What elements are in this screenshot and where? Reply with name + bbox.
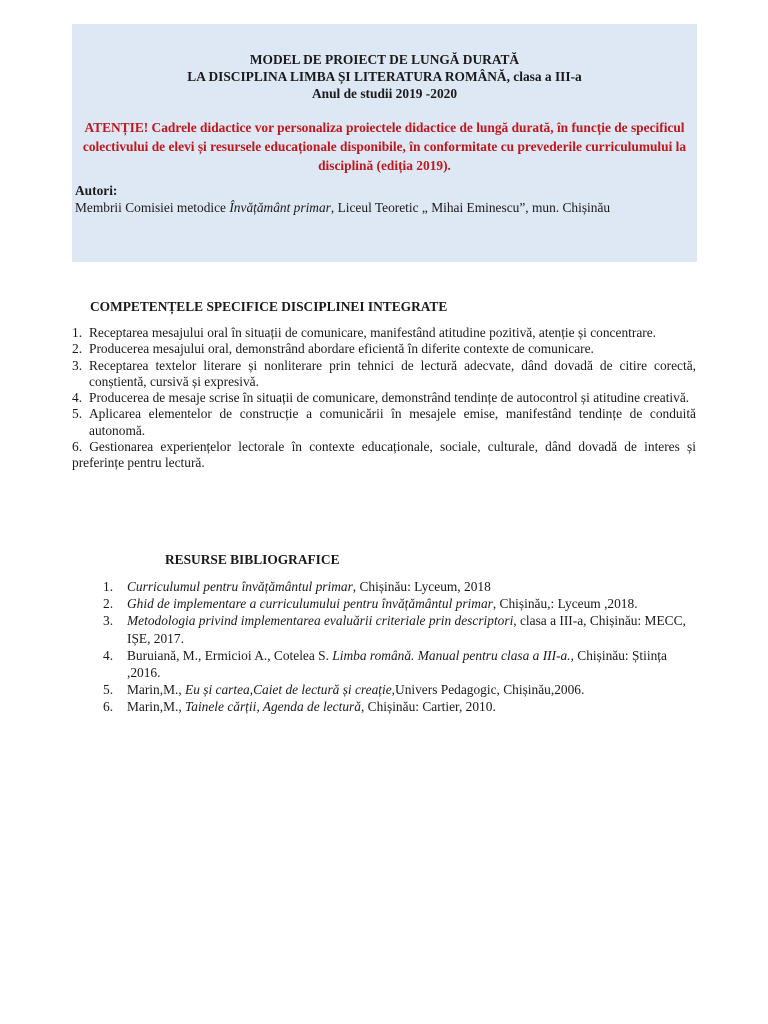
item-text: Receptarea mesajului oral în situații de comunicare, manifestând atitudine pozitivă, atenție și concentrare. — [89, 325, 657, 340]
ref-author: Buruiană, M., Ermicioi A., Cotelea S. — [127, 647, 333, 663]
item-text: Gestionarea experiențelor lectorale în contexte educaționale, sociale, culturale, dând dovadă de interes și preferințe pentru lectură. — [72, 439, 696, 471]
warning-note: ATENȚIE! Cadrele didactice vor personaliza proiectele didactice de lungă durată, în funcție de specificul colectivului de elevi și resursele educaționale disponibile, în conformitate cu prevederile curriculumului la disciplină (ediția 2019). — [82, 120, 687, 173]
item-number: 5. — [72, 406, 83, 422]
item-number: 6. — [72, 439, 83, 455]
ref-title: Ghid de implementare a curriculumului pentru învățământul primar — [127, 596, 493, 612]
list-item — [72, 439, 696, 472]
authors-text — [74, 199, 695, 216]
list-item — [72, 358, 696, 391]
authors-suffix: , Liceul Teoretic „ Mihai Eminescu”, mun. Chișinău — [330, 200, 611, 215]
authors-prefix: Membrii Comisiei metodice — [75, 200, 230, 215]
item-number: 5. — [103, 682, 114, 698]
ref-publisher: ,Univers Pedagogic, Chișinău,2006. — [391, 682, 585, 698]
document-title-line-1: MODEL DE PROIECT DE LUNGĂ DURATĂ — [249, 52, 520, 67]
header-box — [72, 24, 697, 262]
list-item — [103, 647, 696, 681]
bibliography-list — [103, 578, 696, 716]
item-text: Aplicarea elementelor de construcție a comunicării în mesajele emise, manifestând tendințe de conduită autonomă. — [89, 406, 696, 438]
item-number: 3. — [103, 613, 114, 629]
list-item — [72, 341, 696, 357]
ref-publisher: , Chișinău: Știința ,2016. — [127, 647, 667, 681]
list-item — [103, 681, 696, 698]
list-item — [103, 612, 696, 646]
document-title-line-2: LA DISCIPLINA LIMBA ȘI LITERATURA ROMÂNĂ, clasa a III-a — [187, 69, 582, 84]
ref-publisher: , Chișinău,: Lyceum ,2018. — [492, 596, 638, 612]
competences-heading: COMPETENȚELE SPECIFICE DISCIPLINEI INTEGRATE — [90, 299, 448, 314]
ref-title: Limba română. Manual pentru clasa a III-a. — [332, 647, 571, 663]
item-text: Producerea de mesaje scrise în situații de comunicare, demonstrând tendințe de autocontrol și atitudine creativă. — [89, 390, 690, 406]
list-item — [103, 595, 696, 612]
item-number: 6. — [103, 699, 114, 715]
authors-label: Autori: — [75, 183, 118, 198]
item-text: Producerea mesajului oral, demonstrând abordare eficientă în diferite contexte de comunicare. — [89, 341, 594, 357]
ref-title: Tainele cărții, Agenda de lectură — [185, 699, 361, 715]
ref-publisher: , Chișinău: Cartier, 2010. — [360, 699, 496, 715]
item-number: 1. — [103, 579, 114, 594]
item-number: 1. — [72, 325, 83, 340]
item-number: 4. — [72, 390, 83, 406]
item-number: 2. — [103, 596, 114, 612]
competences-list — [72, 325, 696, 472]
item-number: 4. — [103, 647, 114, 663]
ref-publisher: , Chișinău: Lyceum, 2018 — [352, 579, 491, 594]
ref-publisher: , clasa a III-a, Chișinău: MECC, IȘE, 2017. — [127, 613, 686, 646]
ref-author: Marin,M., — [127, 699, 186, 715]
item-number: 3. — [72, 357, 83, 373]
item-text: Receptarea textelor literare și nonliterare prin tehnici de lectură adecvate, dând dovadă de citire corectă, conștientă, cursivă și expresivă. — [89, 357, 696, 389]
list-item — [72, 390, 696, 406]
list-item — [103, 578, 696, 595]
ref-title: Metodologia privind implementarea evaluării criteriale prin descriptori — [127, 613, 514, 629]
ref-title: Eu și cartea,Caiet de lectură și creație — [185, 682, 392, 698]
ref-title: Curriculumul pentru învățământul primar — [127, 579, 353, 594]
ref-author: Marin,M., — [127, 682, 186, 698]
bibliography-heading: RESURSE BIBLIOGRAFICE — [165, 552, 340, 567]
document-title-line-3: Anul de studii 2019 -2020 — [311, 86, 458, 101]
item-number: 2. — [72, 341, 83, 357]
list-item — [72, 325, 696, 341]
authors-italic: Învățământ primar — [229, 200, 331, 215]
list-item — [103, 698, 696, 715]
list-item — [72, 406, 696, 439]
